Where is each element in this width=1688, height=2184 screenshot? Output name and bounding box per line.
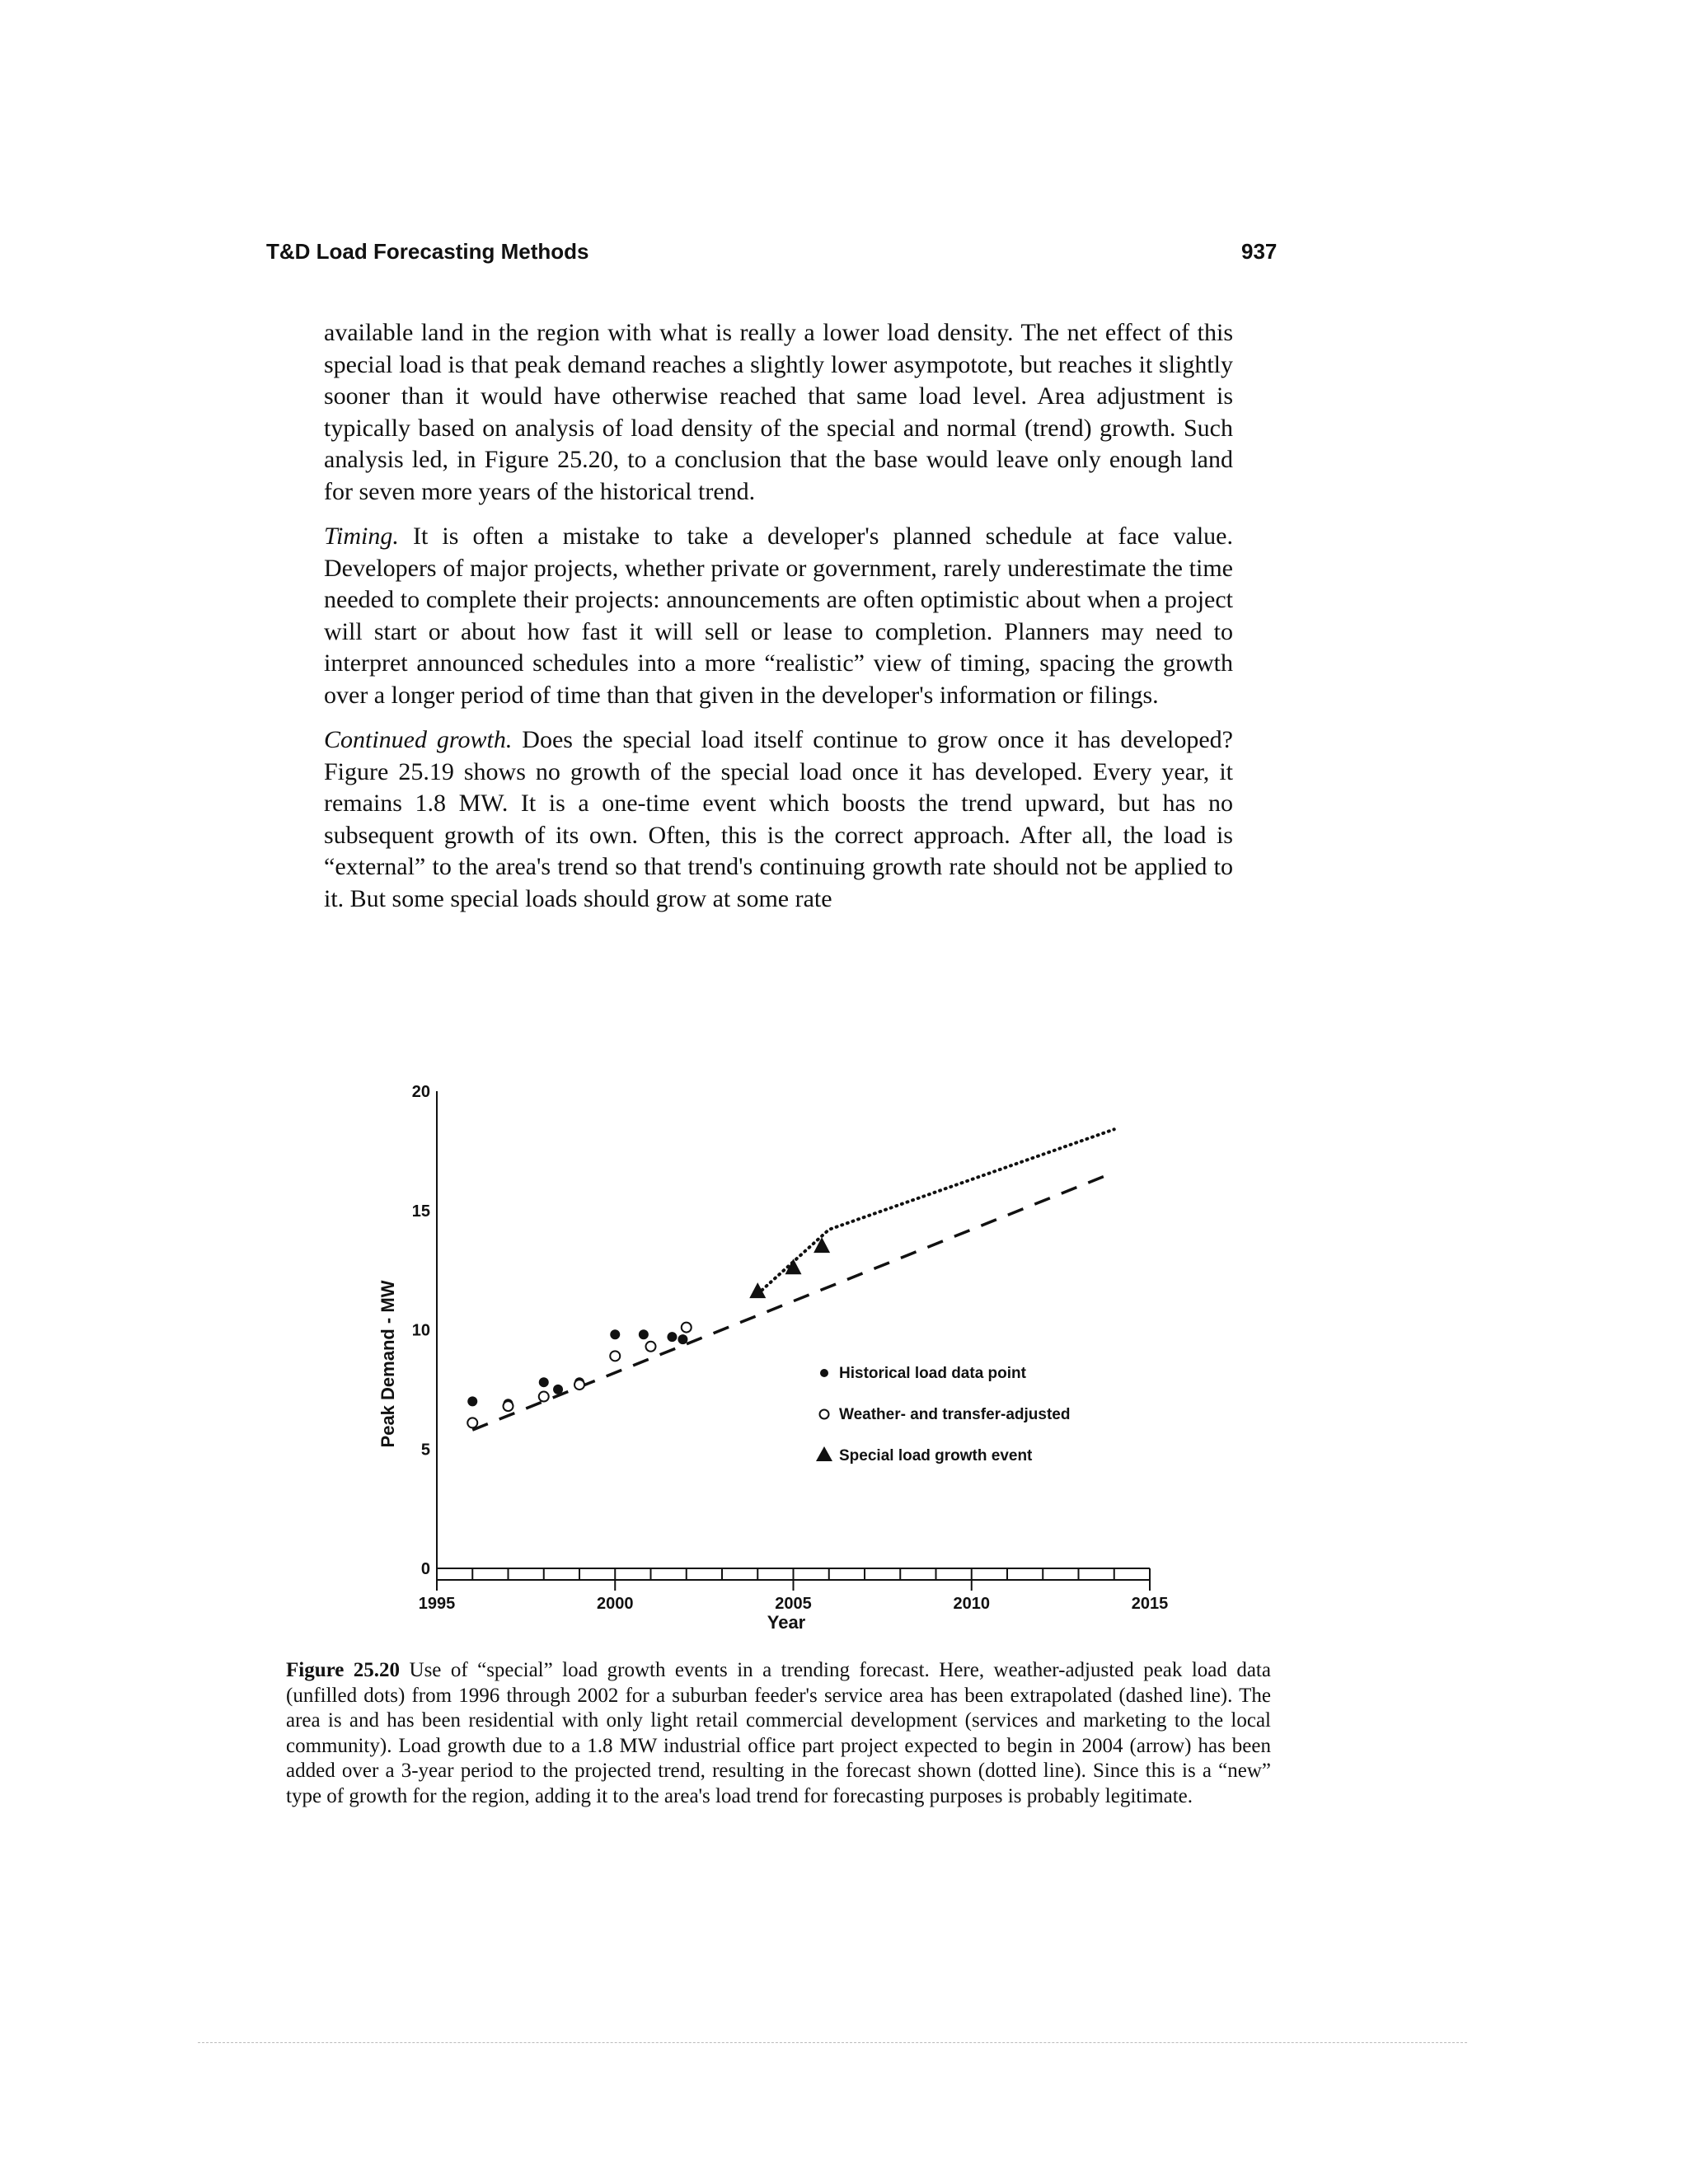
caption-text: Use of “special” load growth events in a trending forecast. Here, weather-adjusted peak load data (unfilled dots) from 1996 through 2002 for a suburban feeder's service area has been extrapolated (dashed line). The area is and has been residential with only light retail commercial development (services and marketing to the local community). Load growth due to a 1.8 MW industrial office part project expected to begin in 2004 (arrow) has been added over a 3-year period to the projected trend, resulting in the forecast shown (dotted line). Since this is a “new” type of growth for the region, adding it to the area's load trend for forecasting purposes is probably legitimate.: [286, 1659, 1271, 1807]
legend-item: [820, 1365, 1027, 1382]
adjusted-data-point: [467, 1418, 477, 1427]
y-tick-label: 15: [411, 1202, 430, 1221]
y-tick-label: 5: [420, 1441, 430, 1460]
open-circle-icon: [820, 1410, 829, 1419]
paragraph-lead: Continued growth.: [324, 726, 513, 753]
y-tick-label: 10: [411, 1321, 430, 1340]
adjusted-data-point: [539, 1392, 549, 1402]
legend-label: Weather- and transfer-adjusted: [839, 1406, 1071, 1423]
body-text: [324, 317, 1233, 928]
legend-item: [820, 1406, 1071, 1423]
y-tick-label: 0: [420, 1560, 430, 1578]
paragraph-text: It is often a mistake to take a developer's planned schedule at face value. Developers of major projects, whether private or government, rarely underestimate the time needed to complete their projects: announcements are often optimistic about when a project will start or about how fast it will sell or lease to completion. Planners may need to interpret announced schedules into a more “realistic” view of timing, spacing the growth over a longer period of time than that given in the developer's information or filings.: [324, 523, 1233, 709]
historical-data-point: [539, 1377, 549, 1387]
legend-label: Special load growth event: [839, 1447, 1033, 1465]
x-tick-label: 2015: [1131, 1595, 1169, 1613]
peak-demand-chart: [346, 1071, 1236, 1648]
paragraph-text: available land in the region with what is really a lower load density. The net effect of this special load is that peak demand reaches a slightly lower asympotote, but reaches it slightly sooner than it would have otherwise reached that same load level. Area adjustment is typically based on analysis of load density of the special and normal (trend) growth. Such analysis led, in Figure 25.20, to a conclusion that the base would leave only enough land for seven more years of the historical trend.: [324, 319, 1233, 505]
page-number: 937: [1241, 239, 1278, 264]
x-axis-label: Year: [767, 1612, 806, 1633]
legend-item: [816, 1446, 1033, 1465]
adjusted-data-point: [574, 1380, 584, 1390]
x-tick-label: 2000: [597, 1595, 634, 1613]
filled-triangle-icon: [816, 1446, 832, 1461]
historical-data-point: [467, 1396, 477, 1406]
caption-label: Figure 25.20: [286, 1659, 401, 1681]
historical-data-point: [667, 1332, 677, 1342]
y-axis-label: Peak Demand - MW: [377, 1280, 398, 1448]
x-tick-label: 2005: [775, 1595, 812, 1613]
historical-data-point: [678, 1334, 687, 1344]
footer-rule: [198, 2042, 1467, 2043]
trend-line-dashed: [472, 1172, 1114, 1430]
adjusted-data-point: [610, 1351, 620, 1361]
historical-data-point: [639, 1329, 649, 1339]
paragraph: [324, 521, 1233, 711]
x-ticks: [419, 1568, 1169, 1613]
x-tick-label: 2010: [953, 1595, 990, 1613]
adjusted-data-point: [504, 1401, 513, 1411]
paragraph: [324, 317, 1233, 508]
data-points: [467, 1237, 830, 1427]
y-tick-label: 20: [411, 1083, 430, 1101]
running-header-title: T&D Load Forecasting Methods: [266, 239, 589, 264]
adjusted-data-point: [682, 1323, 692, 1333]
figure: [346, 1071, 1236, 1648]
paragraph-text: Does the special load itself continue to grow once it has developed? Figure 25.19 shows no growth of the special load once it has developed. Every year, it remains 1.8 MW. It is a one-time event which boosts the trend upward, but has no subsequent growth of its own. Often, this is the correct approach. After all, the load is “external” to the area's trend so that trend's continuing growth rate should not be applied to it. But some special loads should grow at some rate: [324, 726, 1233, 912]
legend-label: Historical load data point: [839, 1365, 1026, 1382]
adjusted-data-point: [646, 1342, 656, 1352]
legend: [816, 1365, 1070, 1465]
historical-data-point: [553, 1385, 563, 1394]
paragraph-lead: Timing.: [324, 523, 399, 550]
forecast-line-dotted: [757, 1129, 1114, 1294]
historical-data-point: [610, 1329, 620, 1339]
y-ticks: [412, 1083, 430, 1578]
x-tick-label: 1995: [418, 1595, 456, 1613]
filled-circle-icon: [820, 1369, 828, 1377]
trend-lines: [472, 1129, 1114, 1430]
paragraph: [324, 724, 1233, 915]
figure-caption: [286, 1658, 1271, 1809]
